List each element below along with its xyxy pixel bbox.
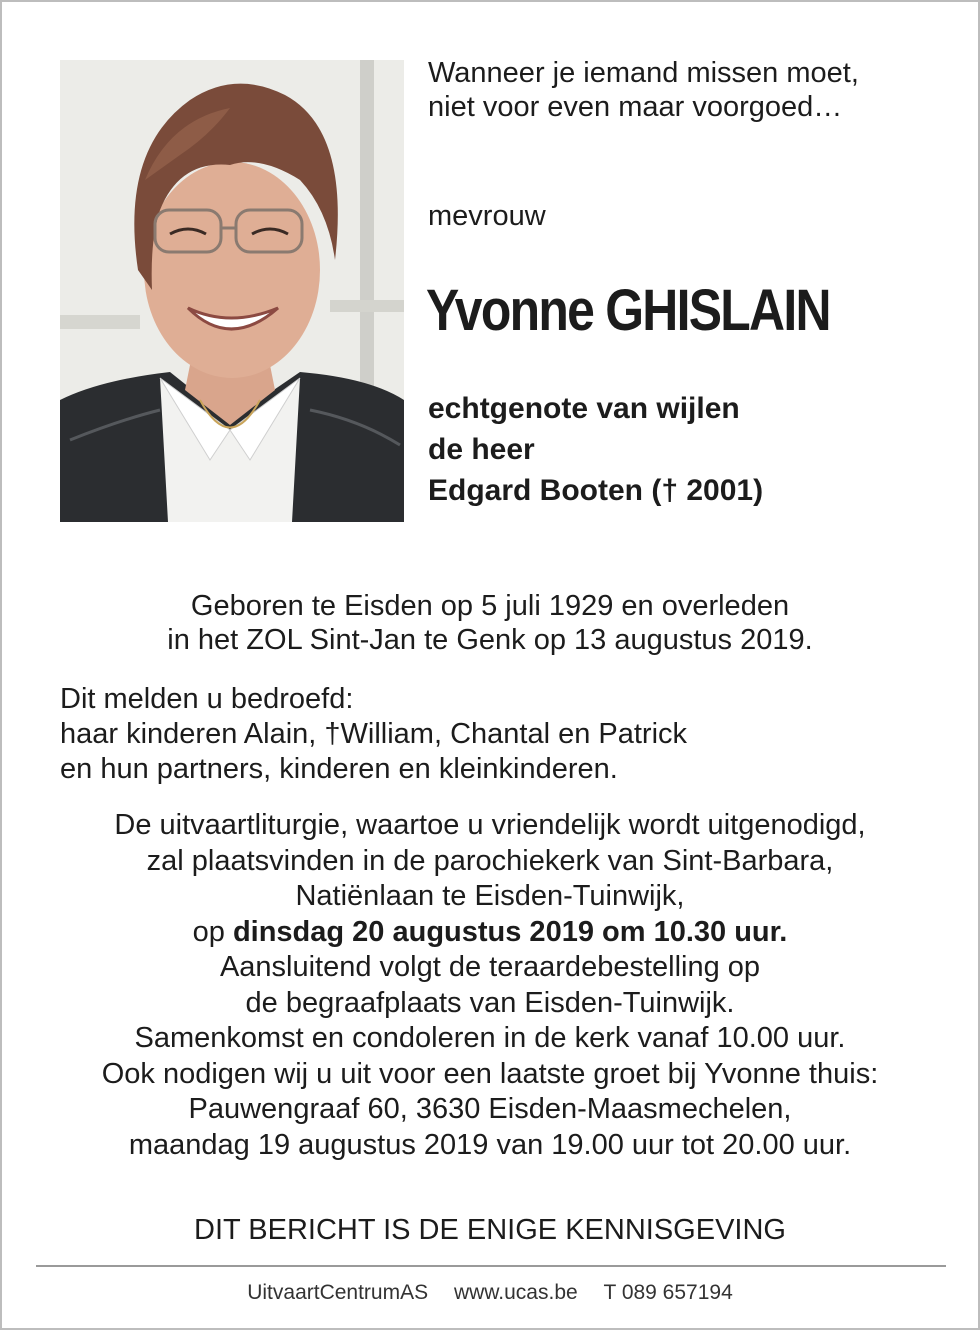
footer-divider xyxy=(36,1265,946,1267)
footer xyxy=(2,1280,978,1306)
deceased-name: Yvonne GHISLAIN xyxy=(426,278,830,343)
born-line: Geboren te Eisden op 5 juli 1929 en overleden xyxy=(190,590,790,622)
spouse-line: Edgard Booten († 2001) xyxy=(428,474,764,507)
ceremony-date: dinsdag 20 augustus 2019 om 10.30 uur. xyxy=(232,915,788,948)
ceremony-date-line xyxy=(2,915,978,951)
spouse-info xyxy=(428,388,763,511)
family-line: Dit melden u bedroefd: xyxy=(60,683,354,715)
portrait-photo xyxy=(60,60,404,522)
ceremony-line: Pauwengraaf 60, 3630 Eisden-Maasmechelen, xyxy=(188,1093,792,1125)
birth-death-info xyxy=(2,589,978,657)
ceremony-details xyxy=(2,808,978,1163)
ceremony-line: Samenkomst en condoleren in de kerk vanaf 10.00 uur. xyxy=(134,1022,846,1054)
portrait-illustration xyxy=(60,60,404,522)
ceremony-line: Ook nodigen wij u uit voor een laatste groet bij Yvonne thuis: xyxy=(101,1057,879,1090)
ceremony-line: De uitvaartliturgie, waartoe u vriendelijk wordt uitgenodigd, xyxy=(114,809,866,841)
ceremony-line: Aansluitend volgt de teraardebestelling op xyxy=(219,951,761,983)
ceremony-line: Natiënlaan te Eisden-Tuinwijk, xyxy=(295,880,685,912)
ceremony-line: maandag 19 augustus 2019 van 19.00 uur tot 20.00 uur. xyxy=(128,1128,852,1161)
ceremony-date-prefix: op xyxy=(192,915,225,948)
spouse-line: echtgenote van wijlen xyxy=(428,392,740,425)
family-announcement xyxy=(60,682,687,787)
ceremony-line: zal plaatsvinden in de parochiekerk van Sint-Barbara, xyxy=(146,844,834,877)
family-line: haar kinderen Alain, †William, Chantal en Patrick xyxy=(60,718,688,750)
footer-company: UitvaartCentrumAS xyxy=(247,1281,429,1304)
quote-line: niet voor even maar voorgoed… xyxy=(428,91,843,123)
footer-website[interactable]: www.ucas.be xyxy=(453,1281,578,1304)
born-line: in het ZOL Sint-Jan te Genk op 13 augustus 2019. xyxy=(167,624,813,656)
sole-notice: DIT BERICHT IS DE ENIGE KENNISGEVING xyxy=(194,1214,786,1246)
opening-quote xyxy=(428,56,859,124)
spouse-line: de heer xyxy=(428,433,535,466)
family-line: en hun partners, kinderen en kleinkinderen. xyxy=(60,753,618,785)
quote-line: Wanneer je iemand missen moet, xyxy=(428,57,859,89)
honorific: mevrouw xyxy=(428,200,546,232)
ceremony-line: de begraafplaats van Eisden-Tuinwijk. xyxy=(245,986,735,1019)
footer-phone: T 089 657194 xyxy=(603,1281,733,1304)
